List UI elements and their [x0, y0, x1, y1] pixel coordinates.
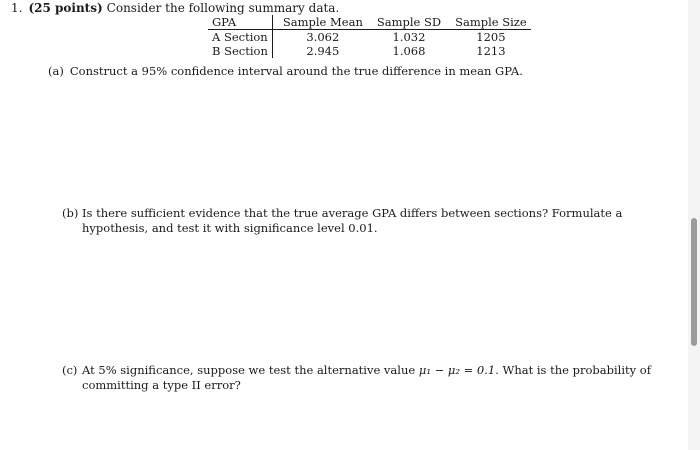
- part-c-text-before: At 5% significance, suppose we test the alternative value: [82, 363, 419, 377]
- part-b-label: (b): [62, 206, 79, 220]
- table-header-cell: Sample SD: [369, 15, 449, 30]
- part-c: [62, 363, 652, 393]
- table-cell: 2.945: [306, 44, 340, 58]
- table-cell: 1213: [476, 44, 506, 58]
- question-intro: Consider the following summary data.: [106, 1, 340, 15]
- table-row: [208, 30, 531, 45]
- question-header: [11, 1, 339, 15]
- table-header-cell: GPA: [208, 15, 272, 30]
- table-cell: 1.068: [392, 44, 426, 58]
- part-a-text: Construct a 95% confidence interval around the true difference in mean GPA.: [69, 64, 523, 78]
- table-row-label: B Section: [208, 44, 272, 58]
- summary-table: [208, 15, 531, 58]
- question-points: (25 points): [28, 1, 103, 15]
- part-c-label: (c): [62, 363, 78, 377]
- part-b: [62, 206, 682, 236]
- scrollbar-thumb[interactable]: [691, 218, 697, 346]
- part-c-text-after: . What is the probability of committing a type II error?: [82, 363, 651, 392]
- table-header-cell: Sample Size: [449, 15, 531, 30]
- question-number: 1.: [11, 1, 23, 15]
- table-cell: 1205: [476, 30, 506, 44]
- part-a-label: (a): [48, 64, 64, 78]
- part-c-math: μ₁ − μ₂ = 0.1: [418, 363, 496, 377]
- vertical-scrollbar[interactable]: [688, 0, 700, 450]
- table-cell: 3.062: [306, 30, 340, 44]
- part-a: [48, 64, 523, 79]
- table-row: [208, 44, 531, 58]
- part-b-text: Is there sufficient evidence that the true average GPA differs between sections? Formulate a hypothesis, and test it with significance level 0.01.: [82, 206, 623, 235]
- table-header-row: [208, 15, 531, 30]
- table-header-cell: Sample Mean: [272, 15, 368, 30]
- table-cell: 1.032: [392, 30, 426, 44]
- table-row-label: A Section: [208, 30, 272, 45]
